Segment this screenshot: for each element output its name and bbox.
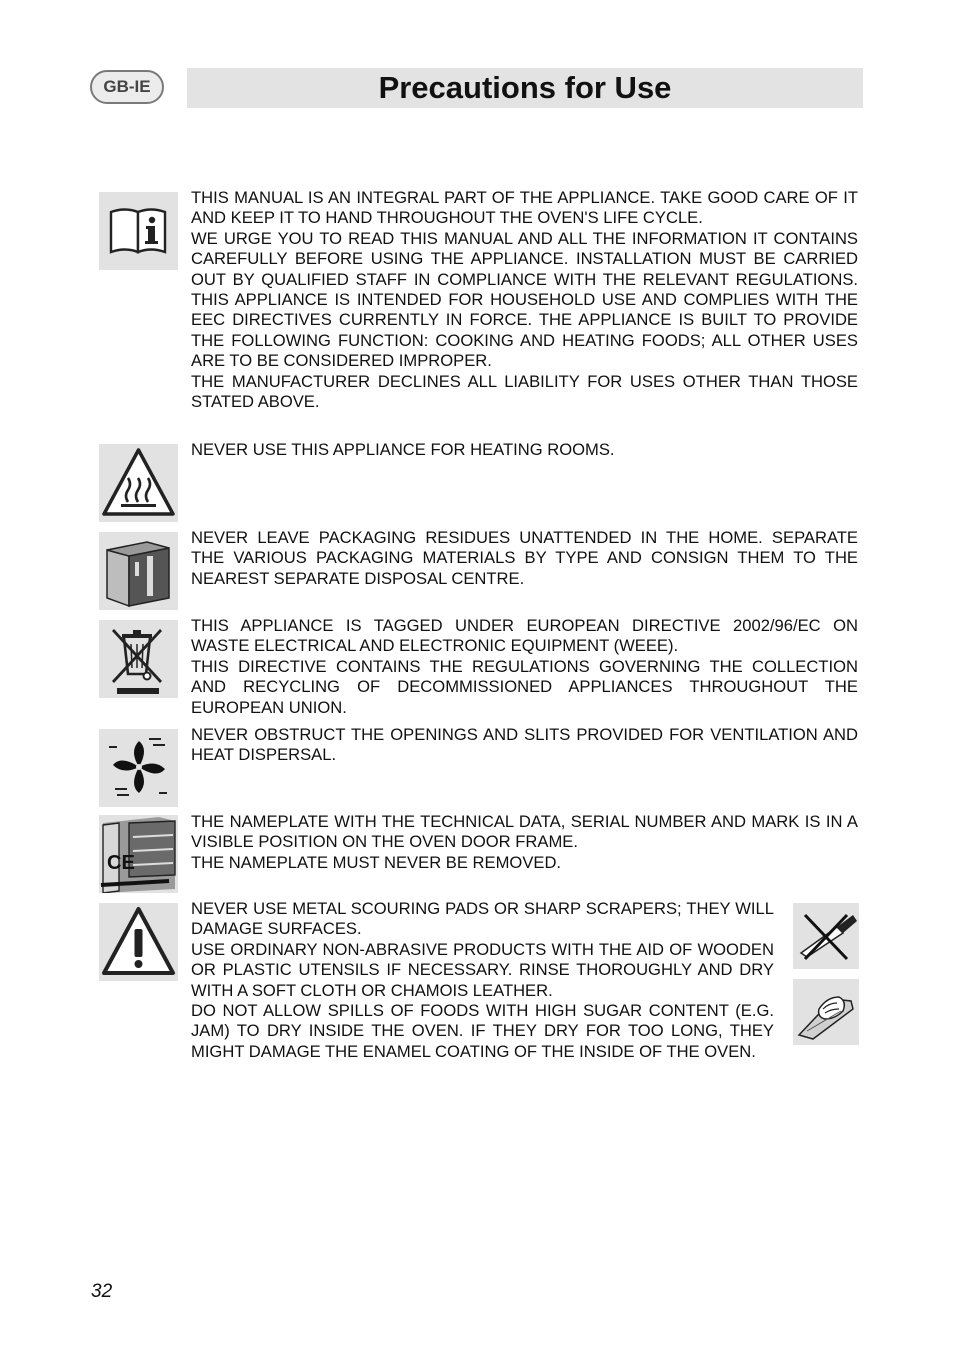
paragraph: THE MANUFACTURER DECLINES ALL LIABILITY FOR USES OTHER THAN THOSE STATED ABOVE.: [191, 371, 858, 412]
manual-info-icon: [99, 192, 178, 270]
paragraph: THIS DIRECTIVE CONTAINS THE REGULATIONS GOVERNING THE COLLECTION AND RECYCLING OF DECOMMISSIONED APPLIANCES THROUGHOUT THE EUROPEAN UNION.: [191, 656, 858, 717]
paragraph: THE NAMEPLATE MUST NEVER BE REMOVED.: [191, 852, 562, 872]
language-badge: [90, 70, 164, 104]
paragraph: NEVER USE THIS APPLIANCE FOR HEATING ROOMS.: [191, 440, 615, 459]
paragraph: THIS APPLIANCE IS TAGGED UNDER EUROPEAN DIRECTIVE 2002/96/EC ON WASTE ELECTRICAL AND ELECTRONIC EQUIPMENT (WEEE).: [191, 616, 858, 656]
section-cleaning-text: [191, 899, 774, 1062]
paragraph: THE NAMEPLATE WITH THE TECHNICAL DATA, SERIAL NUMBER AND MARK IS IN A VISIBLE POSITION ON THE OVEN DOOR FRAME.: [191, 812, 858, 852]
section-heating-text: [191, 440, 858, 460]
ventilation-fan-icon: [99, 729, 178, 807]
ce-nameplate-icon: [99, 815, 178, 893]
paragraph: NEVER OBSTRUCT THE OPENINGS AND SLITS PROVIDED FOR VENTILATION AND HEAT DISPERSAL.: [191, 725, 858, 765]
paragraph: WE URGE YOU TO READ THIS MANUAL AND ALL THE INFORMATION IT CONTAINS CAREFULLY BEFORE USING THE APPLIANCE. INSTALLATION MUST BE CARRIED OUT BY QUALIFIED STAFF IN COMPLIANCE WITH THE RELEVANT REGULATIONS. THIS APPLIANCE IS INTENDED FOR HOUSEHOLD USE AND COMPLIES WITH THE EEC DIRECTIVES CURRENTLY IN FORCE. THE APPLIANCE IS BUILT TO PROVIDE THE FOLLOWING FUNCTION: COOKING AND HEATING FOODS; ALL OTHER USES ARE TO BE CONSIDERED IMPROPER.: [191, 228, 858, 371]
packaging-box-icon: [99, 532, 178, 610]
svg-text:CE: CE: [107, 852, 135, 874]
paragraph: THIS MANUAL IS AN INTEGRAL PART OF THE APPLIANCE. TAKE GOOD CARE OF IT AND KEEP IT TO HAND THROUGHOUT THE OVEN'S LIFE CYCLE.: [191, 188, 858, 228]
cloth-wipe-icon: [793, 979, 859, 1045]
no-knife-scraper-icon: [793, 903, 859, 969]
paragraph: USE ORDINARY NON-ABRASIVE PRODUCTS WITH THE AID OF WOODEN OR PLASTIC UTENSILS IF NECESSARY. RINSE THOROUGHLY AND DRY WITH A SOFT CLOTH OR CHAMOIS LEATHER.: [191, 939, 774, 1000]
language-badge-label: GB-IE: [103, 77, 151, 96]
section-manual-text: [191, 188, 858, 412]
paragraph: DO NOT ALLOW SPILLS OF FOODS WITH HIGH SUGAR CONTENT (E.G. JAM) TO DRY INSIDE THE OVEN. IF THEY DRY FOR TOO LONG, THEY MIGHT DAMAGE THE ENAMEL COATING OF THE INSIDE OF THE OVEN.: [191, 1001, 774, 1061]
page-title: Precautions for Use: [378, 70, 672, 105]
hot-surface-warning-icon: [99, 444, 178, 522]
paragraph: NEVER USE METAL SCOURING PADS OR SHARP SCRAPERS; THEY WILL DAMAGE SURFACES.: [191, 899, 774, 939]
title-bar: [187, 68, 863, 108]
page-number: 32: [91, 1281, 113, 1302]
section-ventilation-text: [191, 725, 858, 766]
paragraph: NEVER LEAVE PACKAGING RESIDUES UNATTENDED IN THE HOME. SEPARATE THE VARIOUS PACKAGING MATERIALS BY TYPE AND CONSIGN THEM TO THE NEAREST SEPARATE DISPOSAL CENTRE.: [191, 528, 858, 588]
weee-crossed-bin-icon: [99, 620, 178, 698]
section-packaging-text: [191, 528, 858, 589]
section-weee-text: [191, 616, 858, 718]
section-nameplate-text: [191, 812, 858, 873]
general-warning-icon: [99, 903, 178, 981]
